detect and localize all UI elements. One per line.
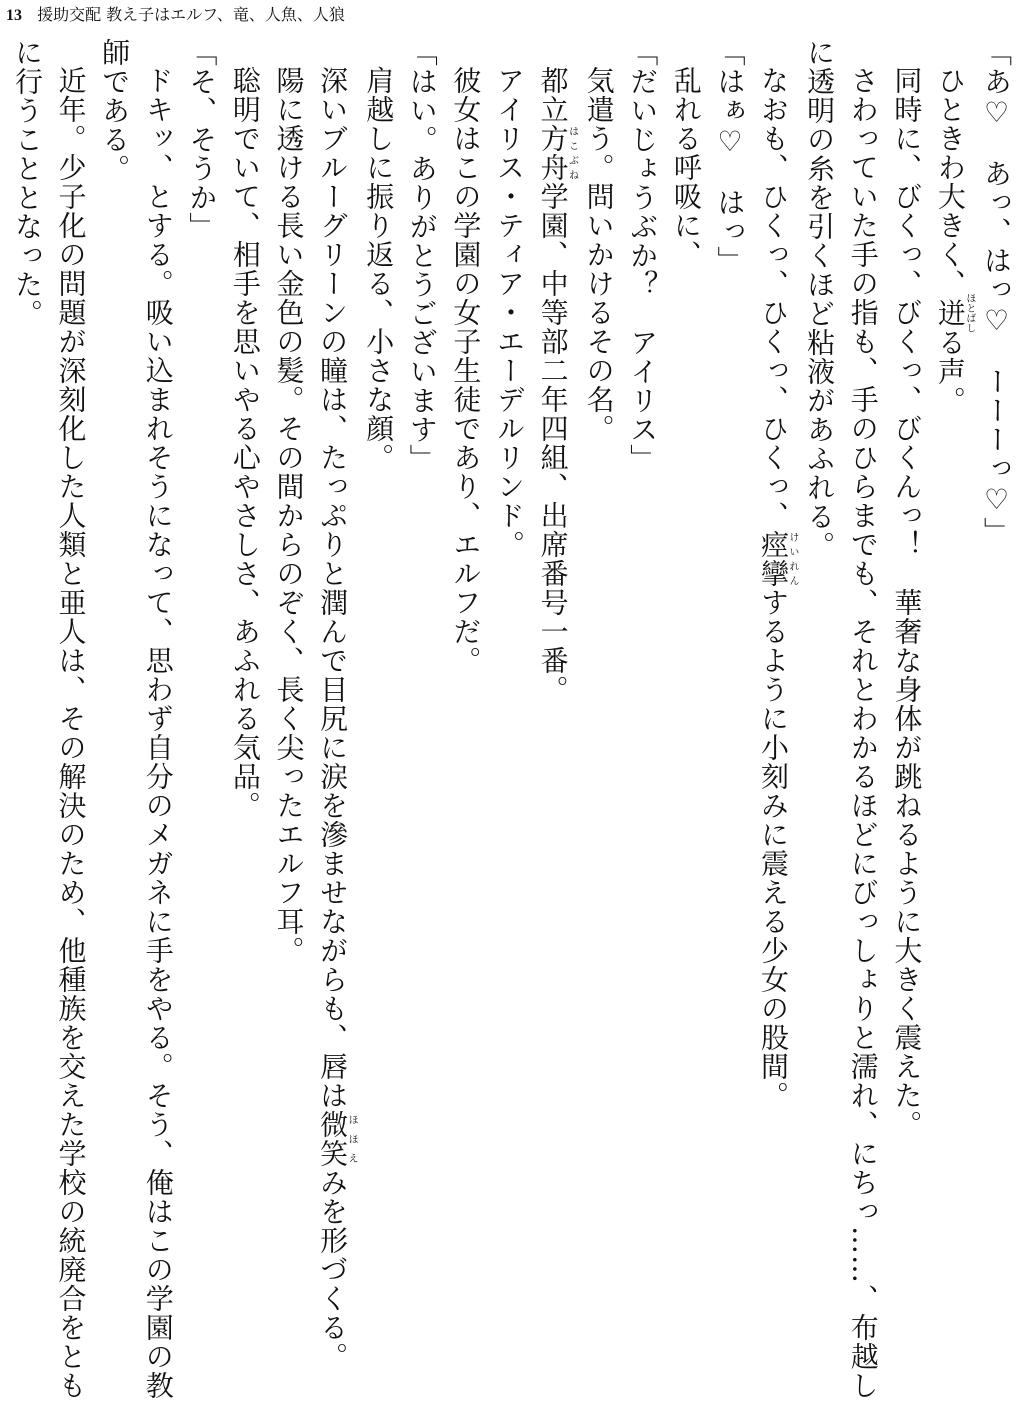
paragraph: 同時に、びくっ、びくっ、びくんっ！ 華奢な身体が跳ねるように大きく震えた。 [890, 66, 924, 1139]
ruby-base: 方舟 [536, 124, 570, 182]
paragraph: 「あ♡ あっ、はっ♡ ーーーっ♡」 [980, 38, 1013, 546]
paragraph: 近年。少子化の問題が深刻化した人類と亜人は、その解決のため、他種族を交えた学校の統廃合をともに行うこととなった。 [10, 38, 88, 1400]
paragraph [0, 38, 5, 1410]
paragraph: 「だいじょうぶか？ アイリス」 [626, 38, 660, 473]
paragraph: 「はい。ありがとうございます」 [405, 38, 439, 473]
paragraph-text: 学園、中等部二年四組、出席番号一番。 [536, 182, 570, 704]
paragraph [311, 38, 357, 1410]
paragraph: 気遣う。問いかけるその名。 [582, 66, 616, 443]
paragraph: 肩越しに振り返る、小さな顔。 [362, 66, 396, 472]
paragraph: 聡明でいて、相手を思いやる心やさしさ、あふれる気品。 [228, 66, 262, 820]
paragraph-text: みを形づくる。 [316, 1168, 350, 1371]
ruby-base: 痙攣 [757, 530, 791, 588]
ruby-word [536, 124, 578, 182]
paragraph: 彼女はこの学園の女子生徒であり、エルフだ。 [449, 66, 483, 675]
paragraph-text: 深いブルーグリーンの瞳は、たっぷりと潤んで目尻に涙を滲ませながらも、唇は [316, 66, 350, 1110]
paragraph [531, 38, 577, 1410]
ruby-word [316, 1110, 358, 1168]
paragraph: 陽に透ける長い金色の髪。その間からのぞく、長く尖ったエルフ耳。 [272, 66, 306, 965]
vertical-text-body [10, 38, 1018, 1410]
ruby-word [757, 530, 799, 588]
paragraph-text: る声。 [933, 328, 967, 415]
paragraph [928, 38, 974, 1410]
ruby-reading: ほほえ [346, 1110, 358, 1168]
paragraph-text: なおも、ひくっ、ひくっ、ひくっ、 [757, 66, 791, 530]
paragraph [751, 38, 797, 1410]
page-number: 13 [6, 7, 22, 24]
ruby-base: 迸 [933, 293, 967, 333]
book-title: 援助交配 教え子はエルフ、竜、人魚、人狼 [37, 5, 345, 24]
page-header [6, 2, 345, 28]
paragraph-text: ひときわ大きく、 [933, 66, 967, 298]
ruby-word [933, 293, 975, 333]
paragraph: 乱れる呼吸に、 [669, 66, 703, 269]
paragraph: アイリス・ティア・エーデルリンド。 [492, 66, 526, 559]
ruby-reading: けいれん [787, 530, 799, 588]
paragraph: さわっていた手の指も、手のひらまでも、それとわかるほどにびっしょりと濡れ、にちっ……、布越しに透明の糸を引くほど粘液があふれる。 [803, 38, 880, 1400]
paragraph-text: 都立 [536, 66, 570, 124]
paragraph: 「はぁ♡ はっ」 [713, 38, 747, 275]
ruby-reading: ほとばし [963, 293, 975, 333]
ruby-reading: はこぶね [566, 124, 578, 182]
ruby-base: 微笑 [316, 1110, 350, 1168]
paragraph: ドキッ、とする。吸い込まれそうになって、思わず自分のメガネに手をやる。そう、俺はこの学園の教師である。 [98, 38, 175, 1400]
paragraph: 「そ、そうか」 [185, 38, 219, 241]
paragraph-text: するように小刻みに震える少女の股間。 [757, 588, 791, 1110]
